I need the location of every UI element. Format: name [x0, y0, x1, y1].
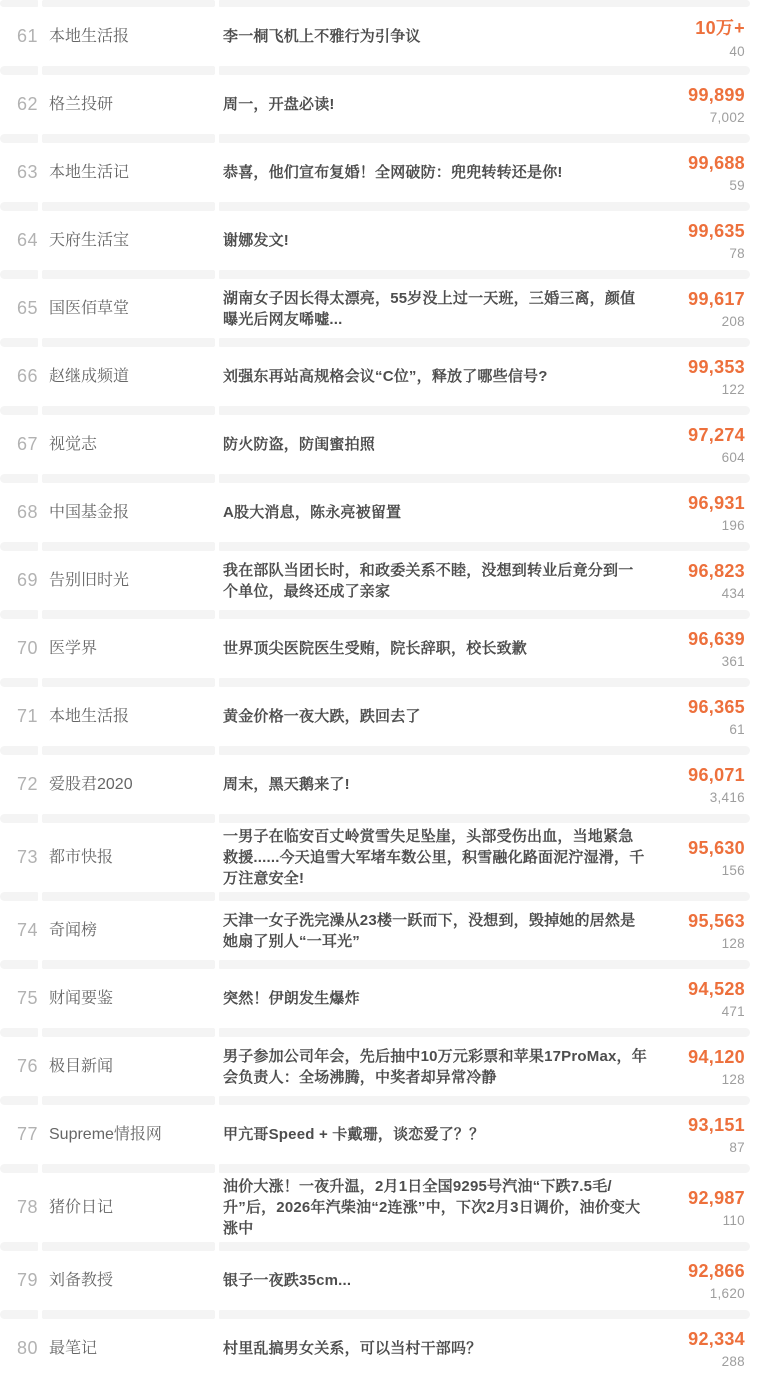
metrics-block — [678, 85, 745, 125]
rank-number: 69 — [16, 570, 38, 590]
read-count: 94,528 — [688, 978, 745, 999]
row-separator — [0, 1242, 758, 1251]
account-name: 财闻要鉴 — [49, 989, 114, 1007]
article-title-link[interactable]: 周末，黑天鹅来了! — [223, 776, 350, 793]
row-separator — [0, 202, 758, 211]
like-count: 7,002 — [709, 109, 745, 125]
separator-segment — [42, 270, 215, 279]
read-count: 96,931 — [688, 492, 745, 513]
like-count: 1,620 — [709, 1285, 745, 1301]
article-title-link[interactable]: 村里乱搞男女关系，可以当村干部吗？ — [223, 1340, 482, 1357]
read-count: 96,071 — [688, 764, 745, 785]
read-count: 96,823 — [688, 560, 745, 581]
metrics-block — [678, 1329, 745, 1369]
separator-segment — [0, 406, 38, 415]
separator-segment — [219, 0, 750, 7]
like-count: 156 — [721, 862, 745, 878]
account-name: 视觉志 — [49, 435, 98, 453]
like-count: 604 — [721, 449, 745, 465]
like-count: 434 — [721, 585, 745, 601]
like-count: 78 — [729, 245, 745, 261]
read-count: 99,635 — [688, 220, 745, 241]
metrics-block — [678, 289, 745, 329]
row-separator — [0, 406, 758, 415]
separator-segment — [42, 474, 215, 483]
table-row[interactable] — [0, 551, 758, 610]
rank-number: 76 — [16, 1056, 38, 1076]
row-separator — [0, 678, 758, 687]
account-name: Supreme情报网 — [49, 1125, 162, 1143]
like-count: 128 — [721, 935, 745, 951]
like-count: 361 — [721, 653, 745, 669]
article-title-link[interactable]: 一男子在临安百丈岭赏雪失足坠崖，头部受伤出血，当地紧急救援......今天追雪大军堵车数公里，积雪融化路面泥泞湿滑，千万注意安全! — [223, 828, 645, 887]
account-name: 本地生活报 — [49, 27, 130, 45]
row-separator — [0, 1164, 758, 1173]
article-title-link[interactable]: 谢娜发文! — [223, 232, 289, 249]
rank-number: 68 — [16, 502, 38, 522]
separator-segment — [42, 202, 215, 211]
separator-segment — [0, 270, 38, 279]
separator-segment — [42, 678, 215, 687]
row-separator — [0, 1310, 758, 1319]
separator-segment — [0, 960, 38, 969]
separator-segment — [219, 338, 750, 347]
read-count: 94,120 — [688, 1046, 745, 1067]
rank-number: 66 — [16, 366, 38, 386]
article-cell — [219, 357, 758, 397]
separator-segment — [0, 1310, 38, 1319]
table-row[interactable] — [0, 1319, 758, 1378]
read-count: 96,639 — [688, 628, 745, 649]
separator-segment — [219, 746, 750, 755]
metrics-block — [678, 697, 745, 737]
row-separator — [0, 134, 758, 143]
table-row[interactable] — [0, 687, 758, 746]
table-row[interactable] — [0, 1037, 758, 1096]
article-title-link[interactable]: 突然！伊朗发生爆炸 — [223, 990, 360, 1007]
article-cell — [219, 1176, 758, 1239]
account-name: 极目新闻 — [49, 1057, 114, 1075]
separator-segment — [219, 406, 750, 415]
article-cell — [219, 560, 758, 602]
like-count: 87 — [729, 1139, 745, 1155]
metrics-block — [678, 629, 745, 669]
article-cell — [219, 493, 758, 533]
like-count: 3,416 — [709, 789, 745, 805]
separator-segment — [219, 1028, 750, 1037]
article-cell — [219, 1046, 758, 1088]
table-row[interactable] — [0, 1251, 758, 1310]
metrics-block — [678, 1188, 745, 1228]
article-title-link[interactable]: 世界顶尖医院医生受贿，院长辞职，校长致歉 — [223, 640, 528, 657]
read-count: 99,688 — [688, 152, 745, 173]
table-row[interactable] — [0, 619, 758, 678]
row-separator — [0, 0, 758, 7]
article-cell — [219, 697, 758, 737]
article-title-link[interactable]: 我在部队当团长时，和政委关系不睦，没想到转业后竟分到一个单位，最终还成了亲家 — [223, 561, 634, 600]
account-name: 最笔记 — [49, 1339, 98, 1357]
row-separator — [0, 892, 758, 901]
account-name: 医学界 — [49, 639, 98, 657]
separator-segment — [219, 960, 750, 969]
separator-segment — [42, 1164, 215, 1173]
like-count: 61 — [729, 721, 745, 737]
rank-number: 64 — [16, 230, 38, 250]
account-name: 猪价日记 — [49, 1198, 114, 1216]
like-count: 40 — [729, 44, 745, 59]
metrics-block — [678, 357, 745, 397]
table-row[interactable] — [0, 75, 758, 134]
metrics-block — [678, 765, 745, 805]
separator-segment — [0, 0, 38, 7]
metrics-block — [678, 911, 745, 951]
separator-segment — [0, 134, 38, 143]
rank-number: 63 — [16, 162, 38, 182]
metrics-block — [678, 221, 745, 261]
separator-segment — [0, 202, 38, 211]
read-count: 92,334 — [688, 1328, 745, 1349]
account-name: 赵继成频道 — [49, 367, 130, 385]
rank-number: 70 — [16, 638, 38, 658]
table-row[interactable] — [0, 969, 758, 1028]
article-cell — [219, 425, 758, 465]
separator-segment — [42, 814, 215, 823]
article-cell — [219, 765, 758, 805]
separator-segment — [219, 542, 750, 551]
article-cell — [219, 221, 758, 261]
rank-number: 71 — [16, 706, 38, 726]
article-title-link[interactable]: 天津一女子洗完澡从23楼一跃而下，没想到，毁掉她的居然是她扇了别人“一耳光” — [223, 911, 636, 950]
separator-segment — [219, 678, 750, 687]
separator-segment — [42, 1310, 215, 1319]
read-count: 10万+ — [695, 18, 745, 38]
article-cell — [219, 910, 758, 952]
read-count: 93,151 — [688, 1114, 745, 1135]
metrics-block — [678, 979, 745, 1019]
separator-segment — [42, 892, 215, 901]
separator-segment — [42, 338, 215, 347]
article-cell — [219, 629, 758, 669]
metrics-block — [678, 493, 745, 533]
read-count: 95,630 — [688, 837, 745, 858]
read-count: 99,353 — [688, 356, 745, 377]
separator-segment — [219, 892, 750, 901]
separator-segment — [42, 1242, 215, 1251]
separator-segment — [0, 1096, 38, 1105]
account-name: 刘备教授 — [49, 1271, 114, 1289]
separator-segment — [0, 1164, 38, 1173]
like-count: 208 — [721, 313, 745, 329]
separator-segment — [0, 892, 38, 901]
like-count: 128 — [721, 1071, 745, 1087]
rank-number: 61 — [16, 26, 38, 46]
separator-segment — [42, 542, 215, 551]
separator-segment — [42, 1096, 215, 1105]
table-row[interactable] — [0, 755, 758, 814]
separator-segment — [0, 542, 38, 551]
separator-segment — [219, 474, 750, 483]
separator-segment — [219, 1096, 750, 1105]
rows-container — [0, 7, 758, 1378]
table-row[interactable] — [0, 211, 758, 270]
rank-number: 80 — [16, 1338, 38, 1358]
table-row[interactable] — [0, 279, 758, 338]
article-cell — [219, 1329, 758, 1369]
article-title-link[interactable]: 湖南女子因长得太漂亮，55岁没上过一天班，三婚三离，颜值曝光后网友唏嘘... — [223, 289, 636, 328]
read-count: 97,274 — [688, 424, 745, 445]
like-count: 122 — [721, 381, 745, 397]
article-title-link[interactable]: 油价大涨！一夜升温，2月1日全国9295号汽油“下跌7.5毛/升”后，2026年汽柴油“2连涨”中，下次2月3日调价，油价变大涨中 — [223, 1178, 641, 1237]
separator-segment — [0, 66, 38, 75]
like-count: 59 — [729, 177, 745, 193]
account-name: 告别旧时光 — [49, 571, 130, 589]
article-title-link[interactable]: 防火防盗，防闺蜜拍照 — [223, 436, 376, 453]
row-separator — [0, 542, 758, 551]
rank-number: 67 — [16, 434, 38, 454]
metrics-block — [678, 561, 745, 601]
row-separator — [0, 1096, 758, 1105]
table-row[interactable] — [0, 483, 758, 542]
separator-segment — [0, 814, 38, 823]
separator-segment — [42, 134, 215, 143]
article-title-link[interactable]: 黄金价格一夜大跌，跌回去了 — [223, 708, 421, 725]
article-title-link[interactable]: A股大消息，陈永亮被留置 — [223, 504, 402, 521]
like-count: 196 — [721, 517, 745, 533]
article-title-link[interactable]: 李一桐飞机上不雅行为引争议 — [223, 28, 421, 45]
account-name: 本地生活记 — [49, 163, 130, 181]
separator-segment — [219, 270, 750, 279]
table-row[interactable] — [0, 7, 758, 66]
rank-number: 75 — [16, 988, 38, 1008]
read-count: 99,899 — [688, 84, 745, 105]
separator-segment — [0, 746, 38, 755]
separator-segment — [0, 338, 38, 347]
separator-segment — [42, 1028, 215, 1037]
row-separator — [0, 474, 758, 483]
article-title-link[interactable]: 刘强东再站高规格会议“C位”，释放了哪些信号? — [223, 368, 548, 385]
row-separator — [0, 814, 758, 823]
account-name: 格兰投研 — [49, 95, 114, 113]
table-row[interactable] — [0, 415, 758, 474]
metrics-block — [678, 1115, 745, 1155]
read-count: 92,866 — [688, 1260, 745, 1281]
article-cell — [219, 288, 758, 330]
read-count: 99,617 — [688, 288, 745, 309]
rank-number: 77 — [16, 1124, 38, 1144]
article-cell — [219, 1115, 758, 1155]
rank-number: 79 — [16, 1270, 38, 1290]
row-separator — [0, 66, 758, 75]
row-separator — [0, 338, 758, 347]
article-cell — [219, 826, 758, 889]
table-row[interactable] — [0, 1173, 758, 1242]
account-name: 本地生活报 — [49, 707, 130, 725]
article-cell — [219, 85, 758, 125]
separator-segment — [42, 960, 215, 969]
separator-segment — [42, 0, 215, 7]
article-cell — [219, 1261, 758, 1301]
article-cell — [219, 14, 758, 59]
separator-segment — [0, 1028, 38, 1037]
separator-segment — [219, 1164, 750, 1173]
article-cell — [219, 979, 758, 1019]
metrics-block — [678, 425, 745, 465]
separator-segment — [219, 202, 750, 211]
account-name: 爱股君2020 — [49, 775, 133, 793]
like-count: 110 — [722, 1212, 745, 1228]
article-cell — [219, 153, 758, 193]
table-row[interactable] — [0, 901, 758, 960]
row-separator — [0, 610, 758, 619]
read-count: 92,987 — [688, 1187, 745, 1208]
separator-segment — [42, 746, 215, 755]
separator-segment — [219, 66, 750, 75]
separator-segment — [42, 406, 215, 415]
metrics-block — [685, 14, 745, 59]
article-title-link[interactable]: 甲亢哥Speed + 卡戴珊，谈恋爱了？？ — [223, 1126, 485, 1143]
separator-segment — [0, 1242, 38, 1251]
separator-segment — [42, 610, 215, 619]
rank-number: 62 — [16, 94, 38, 114]
row-separator — [0, 1028, 758, 1037]
metrics-block — [678, 838, 745, 878]
table-row[interactable] — [0, 823, 758, 892]
account-name: 国医佰草堂 — [49, 299, 130, 317]
account-name: 天府生活宝 — [49, 231, 130, 249]
account-name: 中国基金报 — [49, 503, 130, 521]
row-separator — [0, 270, 758, 279]
separator-segment — [0, 678, 38, 687]
table-row[interactable] — [0, 1105, 758, 1164]
metrics-block — [678, 153, 745, 193]
row-separator — [0, 746, 758, 755]
rank-number: 65 — [16, 298, 38, 318]
rank-number: 73 — [16, 847, 38, 867]
read-count: 96,365 — [688, 696, 745, 717]
separator-segment — [219, 1242, 750, 1251]
table-row[interactable] — [0, 143, 758, 202]
separator-segment — [219, 134, 750, 143]
article-title-link[interactable]: 男子参加公司年会，先后抽中10万元彩票和苹果17ProMax，年会负责人：全场沸腾，中奖者却异常冷静 — [223, 1047, 647, 1086]
separator-segment — [0, 474, 38, 483]
metrics-block — [678, 1047, 745, 1087]
metrics-block — [678, 1261, 745, 1301]
account-name: 奇闻榜 — [49, 921, 98, 939]
separator-segment — [42, 66, 215, 75]
article-title-link[interactable]: 周一，开盘必读! — [223, 96, 335, 113]
rank-number: 78 — [16, 1197, 38, 1217]
read-count: 95,563 — [688, 910, 745, 931]
article-title-link[interactable]: 恭喜，他们宣布复婚！全网破防：兜兜转转还是你! — [223, 164, 563, 181]
like-count: 288 — [721, 1353, 745, 1369]
separator-segment — [219, 1310, 750, 1319]
separator-segment — [219, 814, 750, 823]
article-title-link[interactable]: 银子一夜跌35cm... — [223, 1272, 352, 1289]
account-name: 都市快报 — [49, 848, 114, 866]
rank-number: 74 — [16, 920, 38, 940]
table-row[interactable] — [0, 347, 758, 406]
like-count: 471 — [721, 1003, 745, 1019]
separator-segment — [0, 610, 38, 619]
separator-segment — [219, 610, 750, 619]
row-separator — [0, 960, 758, 969]
rank-number: 72 — [16, 774, 38, 794]
